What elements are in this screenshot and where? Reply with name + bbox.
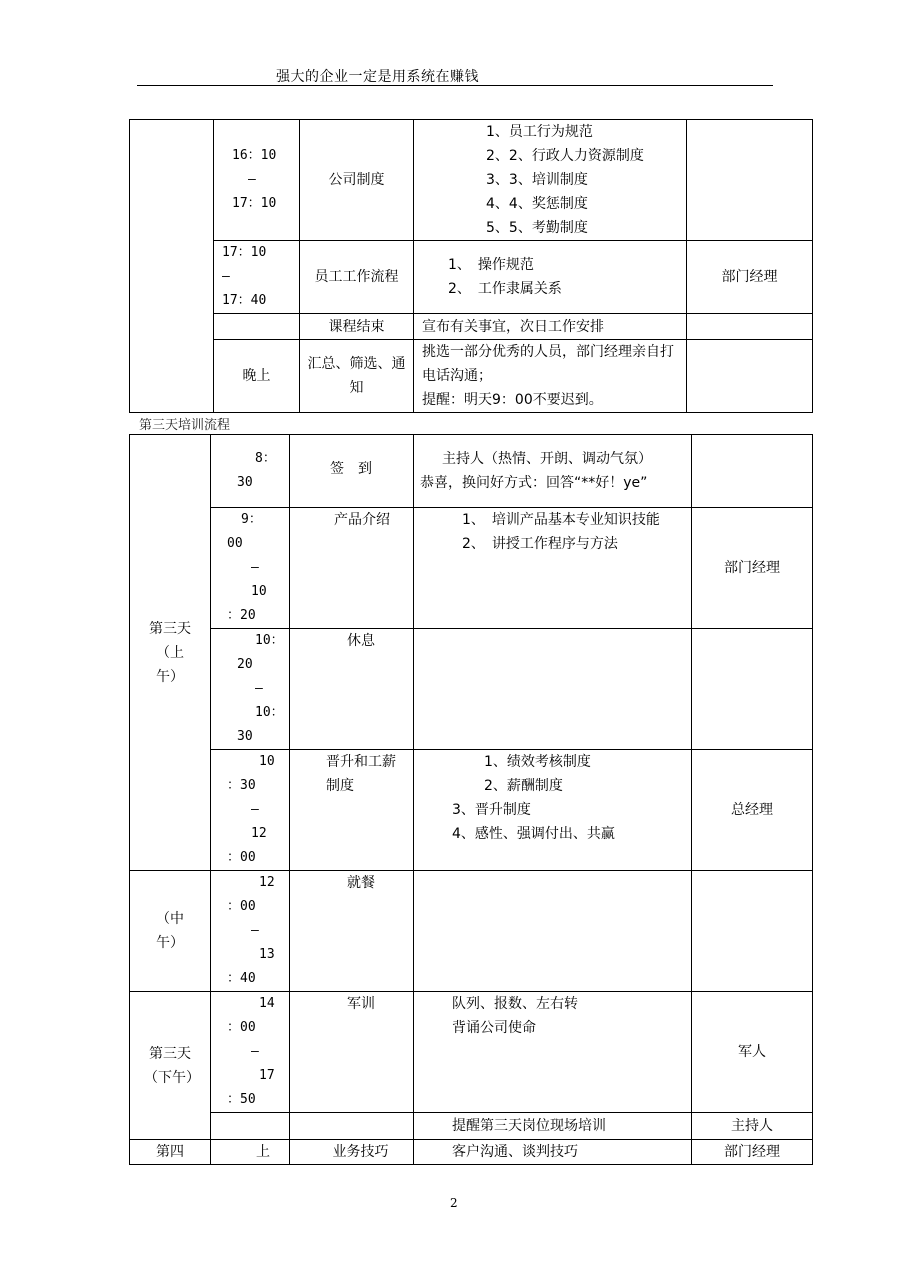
page-number: 2	[450, 1196, 458, 1210]
page-header-title: 强大的企业一定是用系统在赚钱	[276, 69, 479, 85]
content-cell: 1、 操作规范 2、 工作隶属关系	[414, 241, 687, 314]
schedule-table-day2	[129, 119, 813, 413]
table-row	[130, 508, 813, 629]
table-row	[130, 1140, 813, 1165]
topic-cell: 汇总、筛选、通知	[300, 340, 414, 413]
table-row	[130, 629, 813, 750]
content-cell: 提醒第三天岗位现场培训	[414, 1113, 692, 1140]
owner-cell: 部门经理	[692, 1140, 813, 1165]
owner-cell	[692, 435, 813, 508]
owner-cell: 军人	[692, 992, 813, 1113]
topic-cell: 就餐	[290, 871, 414, 992]
content-cell	[414, 629, 692, 750]
topic-cell: 晋升和工薪制度	[290, 750, 414, 871]
topic-cell: 产品介绍	[290, 508, 414, 629]
day-cell-next: 第四	[130, 1140, 211, 1165]
content-cell: 1、员工行为规范 2、2、行政人力资源制度 3、3、培训制度 4、4、奖惩制度 5、5、考勤制度	[414, 120, 687, 241]
table-row	[130, 120, 813, 241]
time-cell: 10： 20 — 10： 30	[211, 629, 290, 750]
schedule-table-day3	[129, 434, 813, 1165]
owner-cell	[692, 871, 813, 992]
table-row	[130, 1113, 813, 1140]
time-cell: 10 ：30 — 12 ：00	[211, 750, 290, 871]
day-cell	[130, 120, 214, 413]
content-cell: 1、绩效考核制度 2、薪酬制度 3、晋升制度 4、感性、强调付出、共赢	[414, 750, 692, 871]
content-cell: 主持人（热情、开朗、调动气氛） 恭喜，换问好方式：回答“**好！ye”	[414, 435, 692, 508]
table-row	[130, 992, 813, 1113]
topic-cell: 业务技巧	[290, 1140, 414, 1165]
topic-cell: 休息	[290, 629, 414, 750]
content-cell: 挑选一部分优秀的人员，部门经理亲自打电话沟通； 提醒：明天9：00不要迟到。	[414, 340, 687, 413]
time-cell: 16：10 — 17：10	[214, 120, 300, 241]
table-row	[130, 435, 813, 508]
section-caption: 第三天培训流程	[139, 418, 231, 433]
table-row	[130, 750, 813, 871]
table-row	[130, 340, 813, 413]
topic-cell: 课程结束	[300, 314, 414, 340]
table-row	[130, 871, 813, 992]
owner-cell	[687, 314, 813, 340]
owner-cell	[687, 120, 813, 241]
time-cell	[214, 314, 300, 340]
header-divider	[137, 85, 773, 86]
topic-cell: 军训	[290, 992, 414, 1113]
table-row	[130, 314, 813, 340]
time-cell: 12 ：00 — 13 ：40	[211, 871, 290, 992]
topic-cell: 员工工作流程	[300, 241, 414, 314]
owner-cell: 主持人	[692, 1113, 813, 1140]
time-cell: 17：10 — 17：40	[214, 241, 300, 314]
content-cell: 客户沟通、谈判技巧	[414, 1140, 692, 1165]
content-cell: 1、 培训产品基本专业知识技能 2、 讲授工作程序与方法	[414, 508, 692, 629]
time-cell: 14 ：00 — 17 ：50	[211, 992, 290, 1113]
time-cell: 晚上	[214, 340, 300, 413]
content-cell: 队列、报数、左右转 背诵公司使命	[414, 992, 692, 1113]
owner-cell	[692, 629, 813, 750]
owner-cell: 部门经理	[687, 241, 813, 314]
time-cell: 9： 00 — 10 ：20	[211, 508, 290, 629]
table-row	[130, 241, 813, 314]
day-cell-noon: （中午）	[130, 871, 211, 992]
topic-cell	[290, 1113, 414, 1140]
content-cell	[414, 871, 692, 992]
content-cell: 宣布有关事宜，次日工作安排	[414, 314, 687, 340]
owner-cell: 部门经理	[692, 508, 813, 629]
topic-cell: 公司制度	[300, 120, 414, 241]
day-cell-morning: 第三天（上午）	[130, 435, 211, 871]
day-cell-afternoon: 第三天（下午）	[130, 992, 211, 1140]
owner-cell	[687, 340, 813, 413]
time-cell: 8： 30	[211, 435, 290, 508]
time-cell: 上	[211, 1140, 290, 1165]
topic-cell: 签 到	[290, 435, 414, 508]
owner-cell: 总经理	[692, 750, 813, 871]
time-cell	[211, 1113, 290, 1140]
